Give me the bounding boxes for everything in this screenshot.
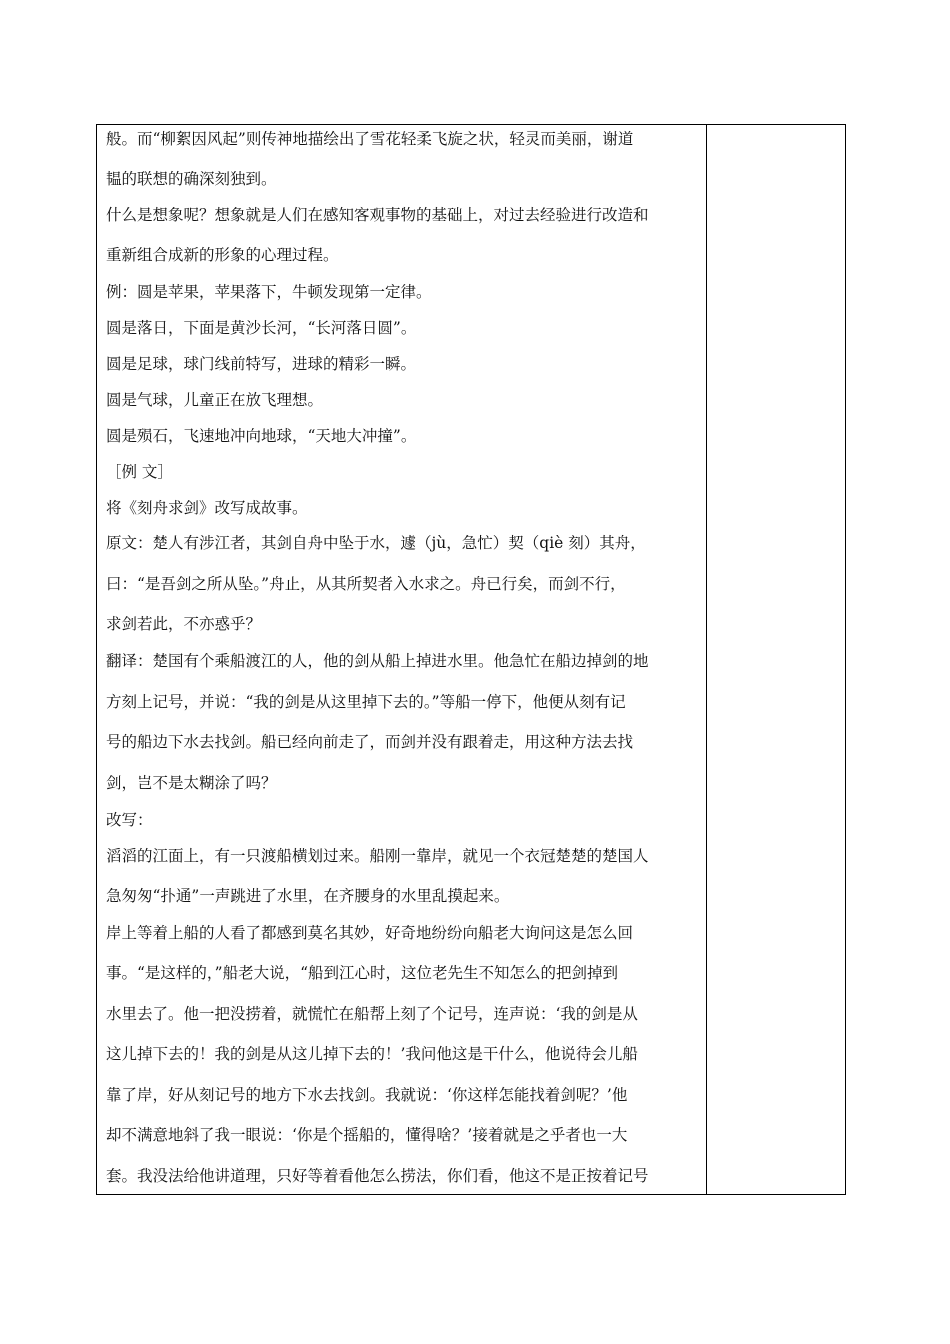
text-line: 岸上等着上船的人看了都感到莫名其妙，好奇地纷纷向船老大询问这是怎么回 — [106, 924, 634, 942]
text-line: 韫的联想的确深刻独到。 — [106, 170, 277, 188]
text-line: 靠了岸，好从刻记号的地方下水去找剑。我就说：‘你这样怎能找着剑呢？’他 — [106, 1086, 628, 1104]
text-line: 急匆匆“扑通”一声跳进了水里，在齐腰身的水里乱摸起来。 — [106, 887, 510, 905]
text-line: 翻译：楚国有个乘船渡江的人，他的剑从船上掉进水里。他急忙在船边掉剑的地 — [106, 652, 649, 670]
text-line: 改写： — [106, 811, 153, 829]
text-line: 般。而“柳絮因风起”则传神地描绘出了雪花轻柔飞旋之状，轻灵而美丽，谢道 — [106, 130, 634, 148]
text-line: 圆是气球，儿童正在放飞理想。 — [106, 391, 324, 409]
text-line: ［例 文］ — [106, 463, 173, 481]
text-line: 求剑若此，不亦惑乎？ — [106, 615, 262, 633]
text-line: 例：圆是苹果，苹果落下，牛顿发现第一定律。 — [106, 283, 432, 301]
text-line: 圆是足球，球门线前特写，进球的精彩一瞬。 — [106, 355, 417, 373]
text-line: 滔滔的江面上，有一只渡船横划过来。船刚一靠岸，就见一个衣冠楚楚的楚国人 — [106, 847, 649, 865]
text-line: 事。“是这样的，”船老大说，“船到江心时，这位老先生不知怎么的把剑掉到 — [106, 964, 619, 982]
text-line: 将《刻舟求剑》改写成故事。 — [106, 499, 308, 517]
column-divider — [706, 124, 707, 1195]
text-line: 这儿掉下去的！我的剑是从这儿掉下去的！’我问他这是干什么，他说待会儿船 — [106, 1045, 638, 1063]
text-line: 剑，岂不是太糊涂了吗？ — [106, 774, 277, 792]
text-line: 曰：“是吾剑之所从坠。”舟止，从其所契者入水求之。舟已行矣，而剑不行， — [106, 575, 626, 593]
text-line: 什么是想象呢？想象就是人们在感知客观事物的基础上，对过去经验进行改造和 — [106, 206, 649, 224]
text-line: 水里去了。他一把没捞着，就慌忙在船帮上刻了个记号，连声说：‘我的剑是从 — [106, 1005, 638, 1023]
text-line: 圆是落日，下面是黄沙长河，“长河落日圆”。 — [106, 319, 417, 337]
text-line: 重新组合成新的形象的心理过程。 — [106, 246, 339, 264]
text-line: 方刻上记号，并说：“我的剑是从这里掉下去的。”等船一停下，他便从刻有记 — [106, 693, 626, 711]
text-line: 却不满意地斜了我一眼说：‘你是个摇船的，懂得啥？’接着就是之乎者也一大 — [106, 1126, 628, 1144]
text-line: 圆是殒石，飞速地冲向地球，“天地大冲撞”。 — [106, 427, 417, 445]
text-line: 原文：楚人有涉江者，其剑自舟中坠于水，遽（jù，急忙）契（qiè 刻）其舟， — [106, 534, 646, 552]
text-line: 号的船边下水去找剑。船已经向前走了，而剑并没有跟着走，用这种方法去找 — [106, 733, 634, 751]
text-line: 套。我没法给他讲道理，只好等着看他怎么捞法，你们看，他这不是正按着记号 — [106, 1167, 649, 1185]
